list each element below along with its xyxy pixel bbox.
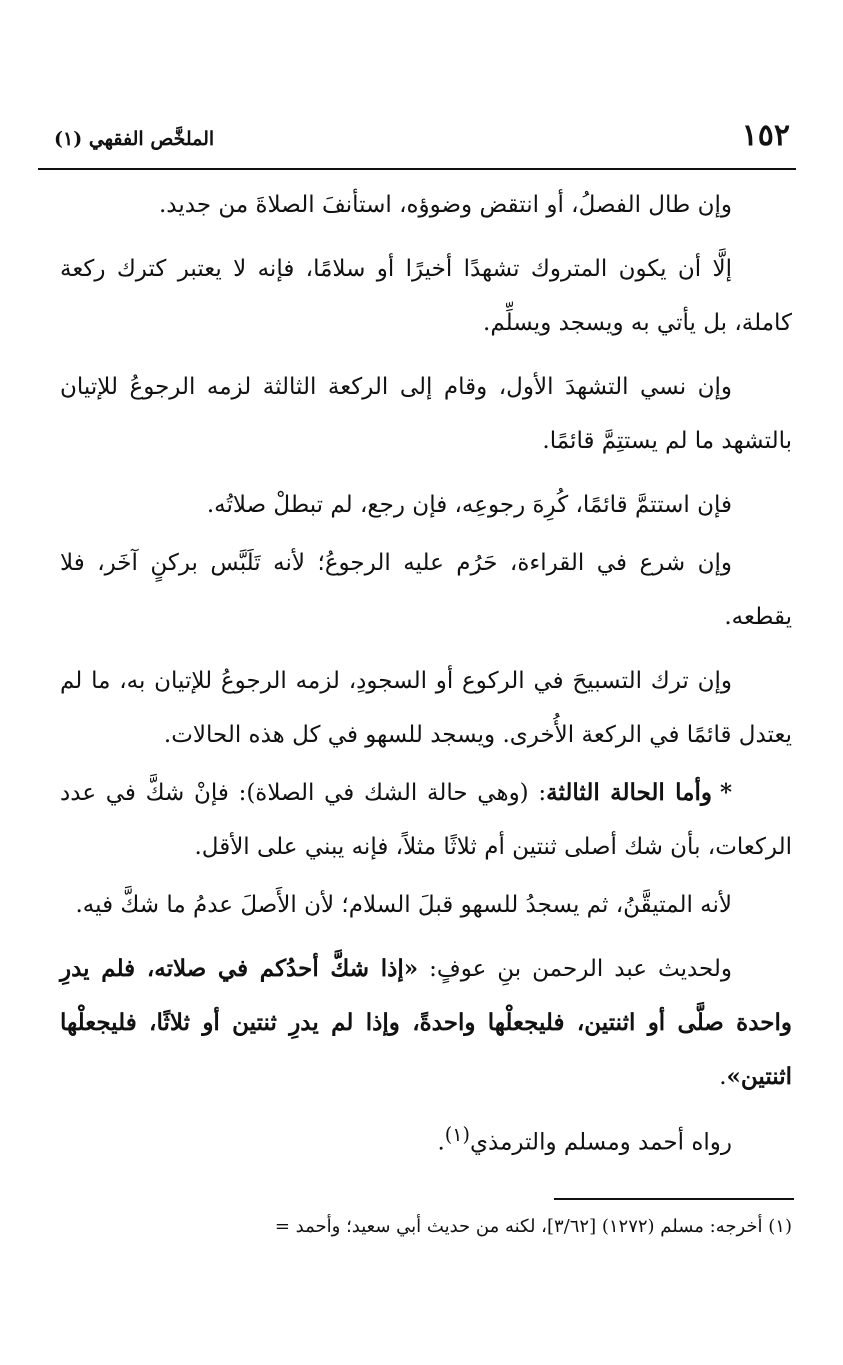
- section-star: *: [719, 779, 732, 806]
- page-header: [40, 118, 802, 162]
- header-divider: [38, 168, 796, 170]
- hadith-end: .: [719, 1064, 727, 1090]
- paragraph: وإن ترك التسبيحَ في الركوع أو السجودِ، لزمه الرجوعُ للإتيان به، ما لم يعتدل قائمًا في الركعة الأُخرى. ويسجد للسهو في كل هذه الحالات.: [60, 668, 792, 748]
- footnote: (١) أخرجه: مسلم (١٢٧٢) [٣/٦٢]، لكنه من حديث أبي سعيد؛ وأحمد =: [274, 1216, 792, 1237]
- paragraph: وإن طال الفصلُ، أو انتقض وضوؤه، استأنفَ الصلاةَ من جديد.: [158, 192, 732, 218]
- main-text: [60, 178, 792, 1180]
- footnote-marker: (١): [444, 1123, 471, 1146]
- paragraph: إلَّا أن يكون المتروك تشهدًا أخيرًا أو سلامًا، فإنه لا يعتبر كترك ركعة كاملة، بل يأتي به ويسجد ويسلِّم.: [60, 256, 792, 336]
- paragraph: وإن شرع في القراءة، حَرُم عليه الرجوعُ؛ لأنه تَلَبَّس بركنٍ آخَر، فلا يقطعه.: [60, 550, 792, 630]
- footnote-divider: [554, 1198, 794, 1200]
- paragraph: فإن استتمَّ قائمًا، كُرِهَ رجوعِه، فإن رجع، لم تبطلْ صلاتُه.: [206, 492, 732, 518]
- paragraph: لأنه المتيقَّنُ، ثم يسجدُ للسهو قبلَ السلام؛ لأن الأَصلَ عدمُ ما شكَّ فيه.: [75, 892, 732, 918]
- hadith-intro: ولحديث عبد الرحمن بنِ عوفٍ:: [418, 956, 732, 982]
- third-case-paragraph: [60, 766, 792, 874]
- running-title: الملخَّص الفقهي (١): [54, 128, 215, 150]
- page-number: ١٥٢: [741, 118, 790, 153]
- hadith-quote: «إذا شكَّ أحدُكم في صلاته، فلم يدرِ واحدة صلَّى أو اثنتين، فليجعلْها واحدةً، وإذا لم يدرِ ثنتين أو ثلاثًا، فليجعلْها اثنتين»: [60, 955, 792, 1090]
- narration-paragraph: [60, 1108, 792, 1170]
- third-case-text: : (وهي حالة الشك في الصلاة): فإنْ شكَّ في عدد الركعات، بأن شك أصلى ثنتين أم ثلاثًا مثلاً، فإنه يبني على الأقل.: [60, 780, 792, 860]
- third-case-heading: وأما الحالة الثالثة: [546, 779, 712, 806]
- hadith-paragraph: [60, 942, 792, 1104]
- narration-end: .: [437, 1129, 445, 1156]
- paragraph: وإن نسي التشهدَ الأول، وقام إلى الركعة الثالثة لزمه الرجوعُ للإتيان بالتشهد ما لم يستتِمَّ قائمًا.: [60, 374, 792, 454]
- narration-text: رواه أحمد ومسلم والترمذي: [470, 1129, 732, 1156]
